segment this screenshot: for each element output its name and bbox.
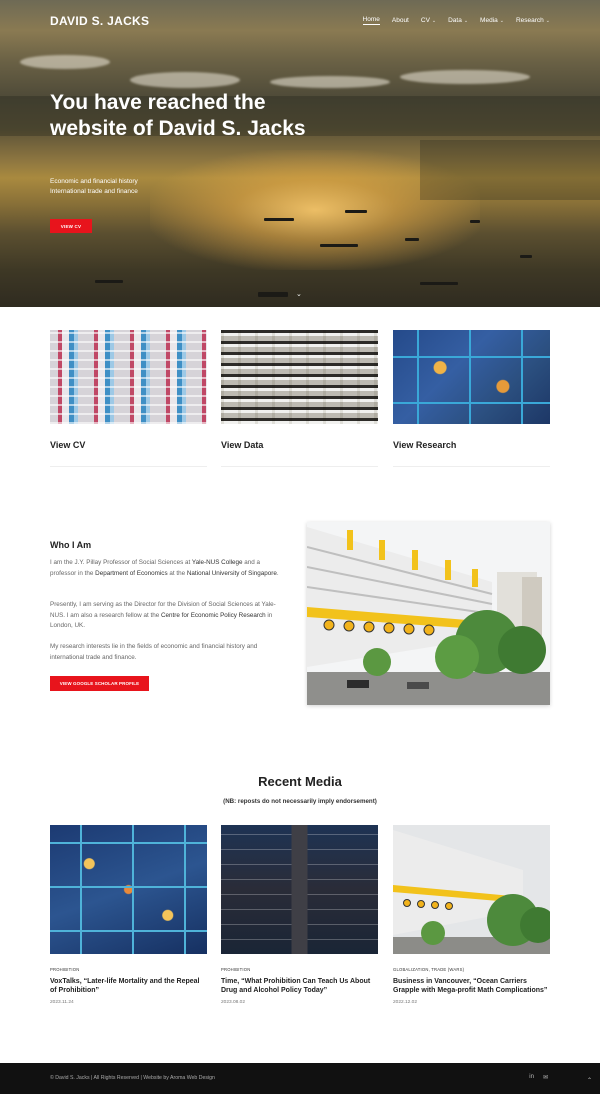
media-date: 2023.08.02 <box>221 1000 246 1005</box>
hero-land <box>420 140 600 200</box>
chevron-down-icon: ⌄ <box>431 17 437 24</box>
card-image[interactable] <box>393 330 550 424</box>
card-title[interactable]: View CV <box>50 440 86 450</box>
hero-ship <box>470 220 480 223</box>
hero-ship <box>345 210 367 213</box>
text: and a professor in the <box>50 559 261 577</box>
linkedin-icon[interactable]: in <box>529 1074 534 1080</box>
view-cv-button[interactable]: VIEW CV <box>50 219 92 233</box>
text: at the <box>167 569 187 577</box>
who-paragraph-2 <box>50 600 288 632</box>
card-divider <box>50 466 207 467</box>
text: Presently, I am serving as the Director for the Division of Social Sciences at Yale-NUS. I am also a research fellow at the <box>50 601 276 619</box>
media-category[interactable]: GLOBALIZATION, TRADE (WARS) <box>393 967 465 972</box>
building-illustration <box>393 825 550 954</box>
hero-banner <box>0 0 600 307</box>
nav-label: Data <box>448 17 462 24</box>
card-view-cv[interactable] <box>50 330 207 467</box>
nav-label: Media <box>480 17 498 24</box>
card-divider <box>221 466 378 467</box>
card-image[interactable] <box>221 330 378 424</box>
hero-subtitle-line: Economic and financial history <box>50 178 138 185</box>
media-date: 2023.11.24 <box>50 1000 74 1005</box>
nav-label: Research <box>515 17 544 24</box>
site-logo[interactable]: DAVID S. JACKS <box>50 14 150 28</box>
who-paragraph-3: My research interests lie in the fields of economic and financial history and international trade and finance. <box>50 643 258 661</box>
hero-ship <box>320 244 358 247</box>
nav-data[interactable] <box>448 16 468 25</box>
chevron-down-icon: ⌄ <box>463 17 469 24</box>
media-image[interactable] <box>393 825 550 954</box>
text: I am the J.Y. Pillay Professor of Social Sciences at <box>50 559 192 566</box>
hero-ship <box>258 292 288 297</box>
media-date: 2022.12.02 <box>393 1000 418 1005</box>
text: in London, UK. <box>50 611 273 629</box>
media-category[interactable]: PROHIBITION <box>50 967 80 972</box>
main-nav <box>363 16 550 25</box>
chevron-down-icon: ⌄ <box>499 17 504 24</box>
footer-copyright: © David S. Jacks | All Rights Reserved | Website by Aroma Web Design <box>50 1075 215 1081</box>
who-i-am-heading: Who I Am <box>50 540 92 550</box>
hero-cloud <box>20 55 110 69</box>
nav-media[interactable] <box>480 16 504 25</box>
hero-title: You have reached the website of David S. Jacks <box>50 91 306 140</box>
hero-ship <box>264 218 294 221</box>
nav-label: CV <box>420 17 430 24</box>
hero-ship <box>520 255 532 258</box>
card-divider <box>393 466 550 467</box>
card-view-research[interactable] <box>393 330 550 467</box>
media-item[interactable] <box>393 825 550 1005</box>
back-to-top-icon[interactable]: ⌃ <box>586 1078 592 1084</box>
footer-social <box>529 1074 548 1081</box>
card-view-data[interactable] <box>221 330 378 467</box>
nav-label: About <box>391 17 409 24</box>
hero-subtitle-line: International trade and finance <box>50 188 138 195</box>
text: . <box>276 569 279 577</box>
who-paragraph-1 <box>50 558 288 579</box>
media-title[interactable]: VoxTalks, “Later-life Mortality and the Repeal of Prohibition” <box>50 978 200 994</box>
hero-cloud <box>400 70 530 84</box>
building-photo <box>307 522 550 705</box>
nav-home[interactable] <box>363 16 380 25</box>
card-title[interactable]: View Research <box>393 440 457 450</box>
google-scholar-button[interactable]: VIEW GOOGLE SCHOLAR PROFILE <box>50 676 149 691</box>
chevron-down-icon[interactable]: ⌄ <box>296 291 302 298</box>
nav-research[interactable] <box>516 16 550 25</box>
recent-media-note: (NB: reposts do not necessarily imply endorsement) <box>223 798 377 805</box>
nav-cv[interactable] <box>421 16 436 25</box>
card-image[interactable] <box>50 330 207 424</box>
mail-icon[interactable]: ✉ <box>542 1075 548 1081</box>
media-image[interactable] <box>50 825 207 954</box>
chevron-down-icon: ⌄ <box>545 17 550 24</box>
media-item[interactable] <box>50 825 207 1005</box>
nav-about[interactable] <box>392 16 409 25</box>
hero-cloud <box>130 72 240 88</box>
hero-ship <box>95 280 123 283</box>
building-illustration <box>307 522 550 705</box>
card-title[interactable]: View Data <box>221 440 264 450</box>
hero-ship <box>420 282 458 285</box>
media-image[interactable] <box>221 825 378 954</box>
media-title[interactable]: Business in Vancouver, “Ocean Carriers Grapple with Mega-profit Math Complications” <box>393 978 548 994</box>
site-footer <box>0 1063 600 1094</box>
hero-ship <box>405 238 419 241</box>
cepr-link[interactable]: Centre for Economic Policy Research <box>160 611 266 619</box>
hero-subtitle <box>50 177 138 197</box>
yale-nus-link[interactable]: Yale-NUS College <box>191 559 243 566</box>
economics-dept-link[interactable]: Department of Economics <box>95 569 168 577</box>
recent-media-heading: Recent Media <box>258 774 342 789</box>
nav-label: Home <box>362 16 380 23</box>
media-item[interactable] <box>221 825 378 1005</box>
nus-link[interactable]: National University of Singapore <box>186 569 277 577</box>
media-title[interactable]: Time, “What Prohibition Can Teach Us About Drug and Alcohol Policy Today” <box>221 978 371 994</box>
hero-cloud <box>270 76 390 88</box>
media-category[interactable]: PROHIBITION <box>221 967 251 972</box>
